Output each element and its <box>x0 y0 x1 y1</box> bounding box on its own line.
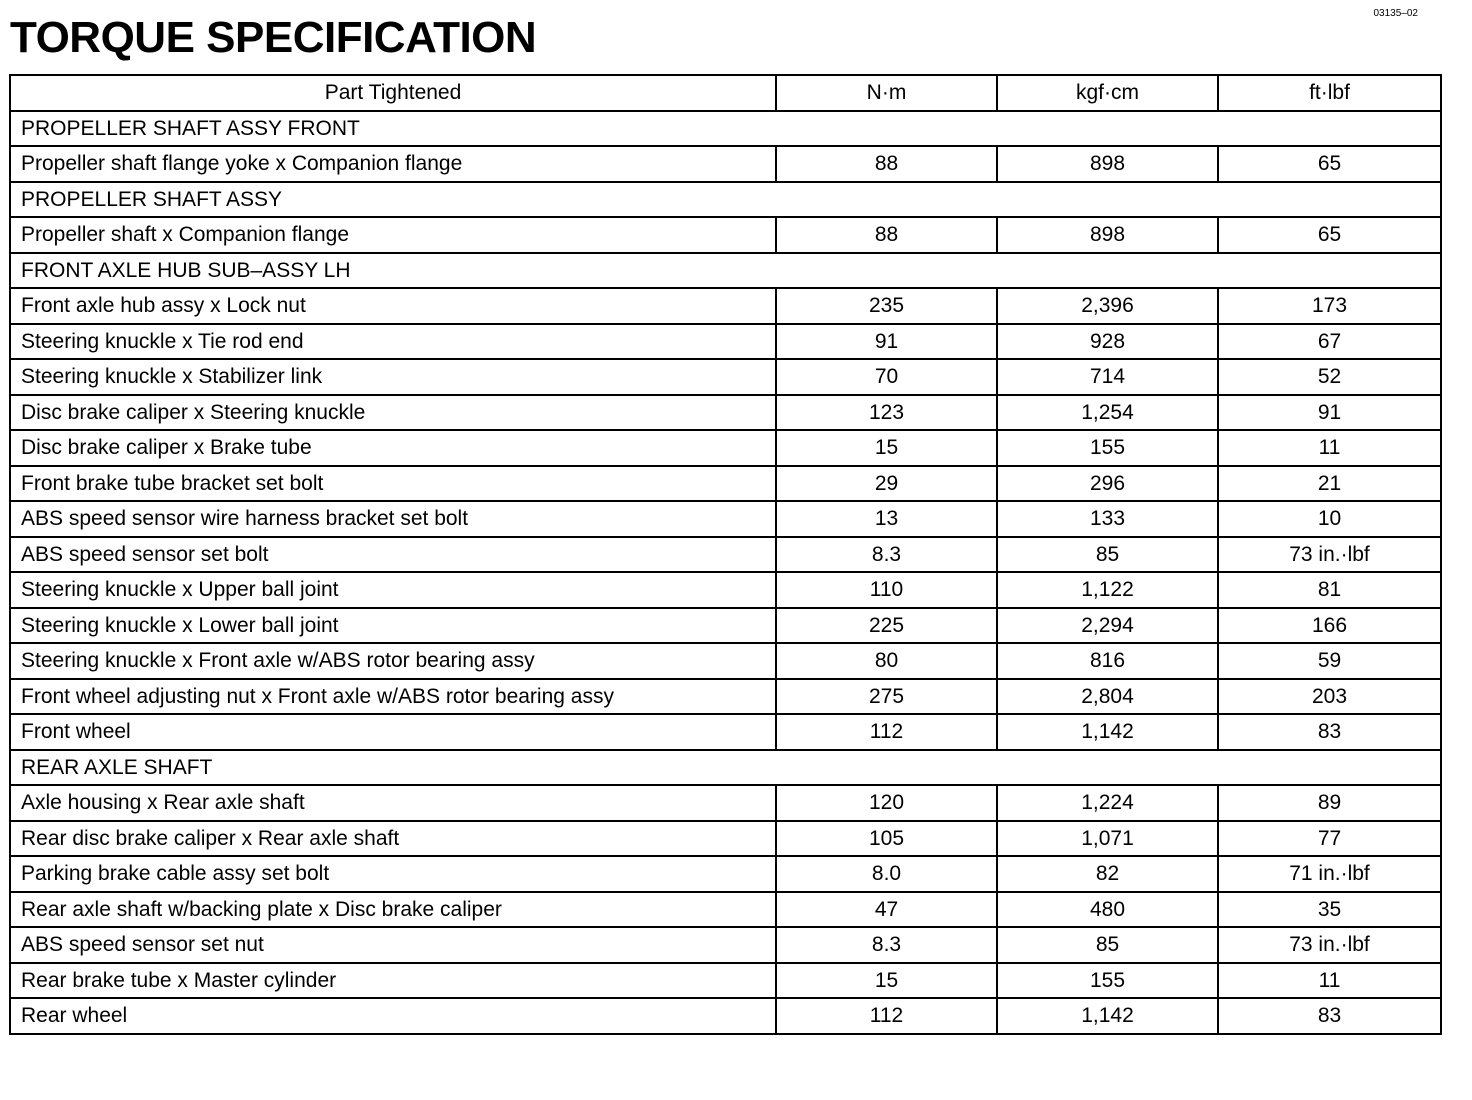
table-row <box>10 324 1441 360</box>
part-name-cell: Propeller shaft flange yoke x Companion flange <box>10 146 776 182</box>
part-name-cell: Propeller shaft x Companion flange <box>10 217 776 253</box>
ftlbf-value-cell: 166 <box>1218 608 1441 644</box>
nm-value-cell: 112 <box>776 998 997 1034</box>
part-name-cell: Steering knuckle x Lower ball joint <box>10 608 776 644</box>
part-name-cell: Rear wheel <box>10 998 776 1034</box>
ftlbf-value-cell: 81 <box>1218 572 1441 608</box>
nm-value-cell: 105 <box>776 821 997 857</box>
part-name-cell: Steering knuckle x Upper ball joint <box>10 572 776 608</box>
ftlbf-value-cell: 59 <box>1218 643 1441 679</box>
part-name-cell: ABS speed sensor set bolt <box>10 537 776 573</box>
section-label: FRONT AXLE HUB SUB–ASSY LH <box>10 253 1441 289</box>
ftlbf-value-cell: 89 <box>1218 785 1441 821</box>
ftlbf-value-cell: 21 <box>1218 466 1441 502</box>
nm-value-cell: 8.3 <box>776 927 997 963</box>
part-name-cell: Steering knuckle x Front axle w/ABS rotor bearing assy <box>10 643 776 679</box>
kgfcm-value-cell: 1,254 <box>997 395 1218 431</box>
section-label: REAR AXLE SHAFT <box>10 750 1441 786</box>
column-header-nm: N·m <box>776 75 997 111</box>
table-row <box>10 501 1441 537</box>
column-header-ftlbf: ft·lbf <box>1218 75 1441 111</box>
ftlbf-value-cell: 11 <box>1218 963 1441 999</box>
part-name-cell: Disc brake caliper x Brake tube <box>10 430 776 466</box>
ftlbf-value-cell: 67 <box>1218 324 1441 360</box>
table-row <box>10 359 1441 395</box>
part-name-cell: Steering knuckle x Stabilizer link <box>10 359 776 395</box>
kgfcm-value-cell: 928 <box>997 324 1218 360</box>
table-row <box>10 466 1441 502</box>
ftlbf-value-cell: 35 <box>1218 892 1441 928</box>
section-label: PROPELLER SHAFT ASSY <box>10 182 1441 218</box>
table-row <box>10 430 1441 466</box>
kgfcm-value-cell: 480 <box>997 892 1218 928</box>
table-row <box>10 217 1441 253</box>
table-row <box>10 785 1441 821</box>
kgfcm-value-cell: 155 <box>997 963 1218 999</box>
table-row <box>10 821 1441 857</box>
kgfcm-value-cell: 82 <box>997 856 1218 892</box>
nm-value-cell: 80 <box>776 643 997 679</box>
ftlbf-value-cell: 52 <box>1218 359 1441 395</box>
column-header-part: Part Tightened <box>10 75 776 111</box>
part-name-cell: Rear axle shaft w/backing plate x Disc brake caliper <box>10 892 776 928</box>
nm-value-cell: 275 <box>776 679 997 715</box>
nm-value-cell: 47 <box>776 892 997 928</box>
ftlbf-value-cell: 91 <box>1218 395 1441 431</box>
section-label: PROPELLER SHAFT ASSY FRONT <box>10 111 1441 147</box>
ftlbf-value-cell: 173 <box>1218 288 1441 324</box>
table-row <box>10 537 1441 573</box>
nm-value-cell: 120 <box>776 785 997 821</box>
ftlbf-value-cell: 11 <box>1218 430 1441 466</box>
part-name-cell: Front brake tube bracket set bolt <box>10 466 776 502</box>
part-name-cell: Disc brake caliper x Steering knuckle <box>10 395 776 431</box>
nm-value-cell: 225 <box>776 608 997 644</box>
part-name-cell: Front axle hub assy x Lock nut <box>10 288 776 324</box>
table-row <box>10 998 1441 1034</box>
table-header-row <box>10 75 1441 111</box>
table-row <box>10 146 1441 182</box>
table-row <box>10 963 1441 999</box>
kgfcm-value-cell: 85 <box>997 927 1218 963</box>
nm-value-cell: 8.0 <box>776 856 997 892</box>
nm-value-cell: 88 <box>776 146 997 182</box>
table-row <box>10 288 1441 324</box>
table-row <box>10 395 1441 431</box>
kgfcm-value-cell: 1,122 <box>997 572 1218 608</box>
section-row <box>10 253 1441 289</box>
nm-value-cell: 15 <box>776 963 997 999</box>
table-row <box>10 572 1441 608</box>
kgfcm-value-cell: 133 <box>997 501 1218 537</box>
table-row <box>10 643 1441 679</box>
table-body <box>10 111 1441 1034</box>
table-row <box>10 679 1441 715</box>
kgfcm-value-cell: 1,142 <box>997 714 1218 750</box>
ftlbf-value-cell: 10 <box>1218 501 1441 537</box>
part-name-cell: Parking brake cable assy set bolt <box>10 856 776 892</box>
kgfcm-value-cell: 1,224 <box>997 785 1218 821</box>
kgfcm-value-cell: 1,071 <box>997 821 1218 857</box>
section-row <box>10 111 1441 147</box>
ftlbf-value-cell: 83 <box>1218 714 1441 750</box>
ftlbf-value-cell: 73 in.·lbf <box>1218 927 1441 963</box>
nm-value-cell: 70 <box>776 359 997 395</box>
kgfcm-value-cell: 155 <box>997 430 1218 466</box>
nm-value-cell: 112 <box>776 714 997 750</box>
nm-value-cell: 123 <box>776 395 997 431</box>
table-row <box>10 714 1441 750</box>
kgfcm-value-cell: 714 <box>997 359 1218 395</box>
torque-spec-table <box>9 74 1442 1035</box>
kgfcm-value-cell: 898 <box>997 146 1218 182</box>
part-name-cell: Front wheel adjusting nut x Front axle w/ABS rotor bearing assy <box>10 679 776 715</box>
nm-value-cell: 91 <box>776 324 997 360</box>
section-row <box>10 182 1441 218</box>
ftlbf-value-cell: 71 in.·lbf <box>1218 856 1441 892</box>
ftlbf-value-cell: 65 <box>1218 217 1441 253</box>
kgfcm-value-cell: 816 <box>997 643 1218 679</box>
part-name-cell: ABS speed sensor wire harness bracket set bolt <box>10 501 776 537</box>
table-row <box>10 927 1441 963</box>
table-row <box>10 856 1441 892</box>
kgfcm-value-cell: 296 <box>997 466 1218 502</box>
table-row <box>10 608 1441 644</box>
section-row <box>10 750 1441 786</box>
ftlbf-value-cell: 65 <box>1218 146 1441 182</box>
kgfcm-value-cell: 2,804 <box>997 679 1218 715</box>
nm-value-cell: 29 <box>776 466 997 502</box>
kgfcm-value-cell: 2,294 <box>997 608 1218 644</box>
ftlbf-value-cell: 77 <box>1218 821 1441 857</box>
part-name-cell: Rear disc brake caliper x Rear axle shaft <box>10 821 776 857</box>
part-name-cell: ABS speed sensor set nut <box>10 927 776 963</box>
column-header-kgfcm: kgf·cm <box>997 75 1218 111</box>
table-row <box>10 892 1441 928</box>
nm-value-cell: 15 <box>776 430 997 466</box>
nm-value-cell: 13 <box>776 501 997 537</box>
nm-value-cell: 110 <box>776 572 997 608</box>
page-title: TORQUE SPECIFICATION <box>10 13 537 62</box>
part-name-cell: Front wheel <box>10 714 776 750</box>
part-name-cell: Steering knuckle x Tie rod end <box>10 324 776 360</box>
nm-value-cell: 235 <box>776 288 997 324</box>
nm-value-cell: 8.3 <box>776 537 997 573</box>
kgfcm-value-cell: 898 <box>997 217 1218 253</box>
kgfcm-value-cell: 2,396 <box>997 288 1218 324</box>
part-name-cell: Rear brake tube x Master cylinder <box>10 963 776 999</box>
ftlbf-value-cell: 73 in.·lbf <box>1218 537 1441 573</box>
ftlbf-value-cell: 83 <box>1218 998 1441 1034</box>
part-name-cell: Axle housing x Rear axle shaft <box>10 785 776 821</box>
kgfcm-value-cell: 1,142 <box>997 998 1218 1034</box>
kgfcm-value-cell: 85 <box>997 537 1218 573</box>
nm-value-cell: 88 <box>776 217 997 253</box>
document-code: 03135–02 <box>1373 8 1418 19</box>
ftlbf-value-cell: 203 <box>1218 679 1441 715</box>
